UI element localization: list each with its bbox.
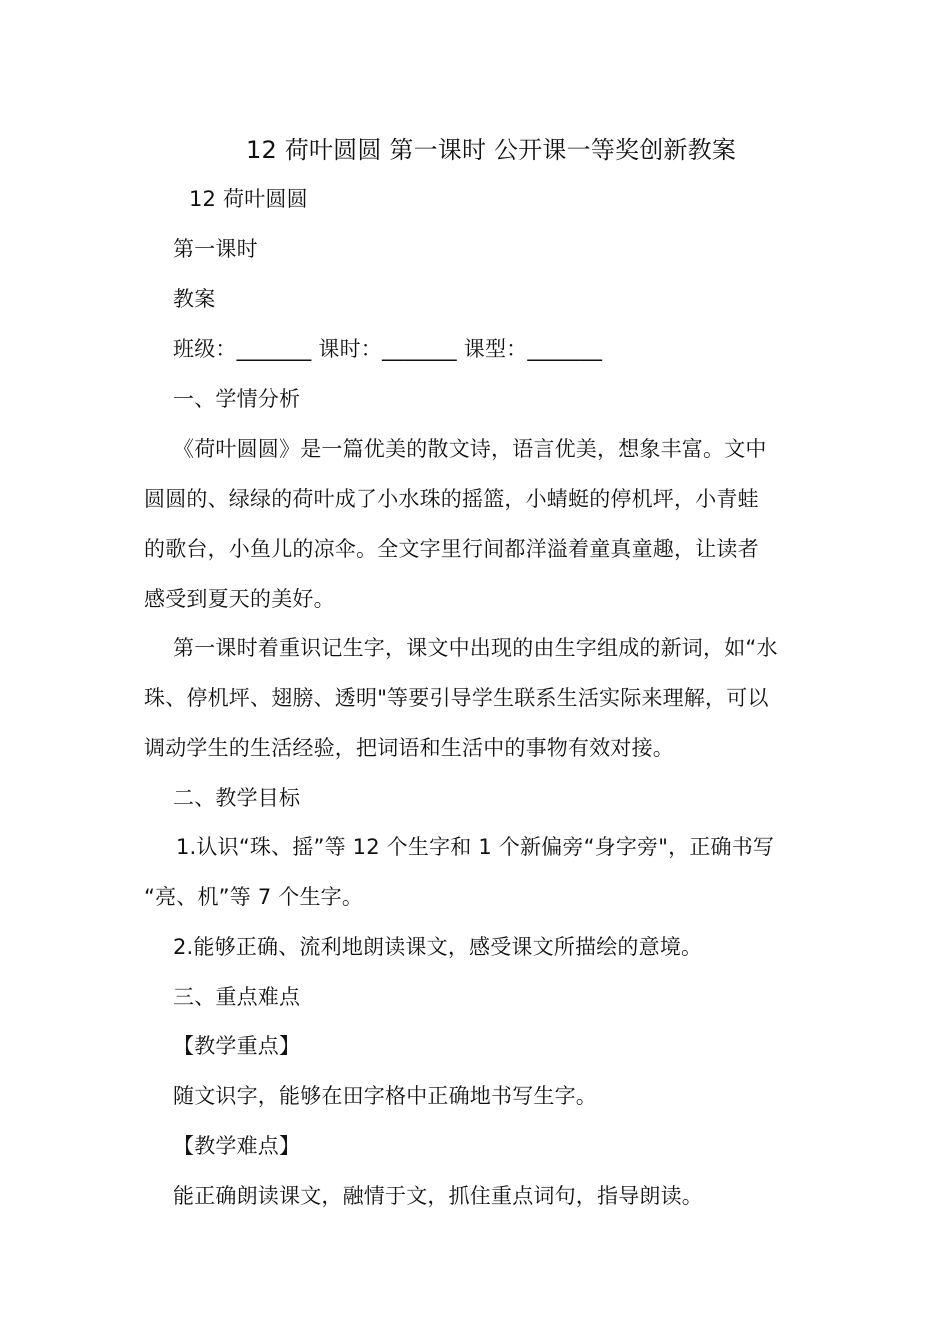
paragraph-line: 调动学生的生活经验，把词语和生活中的事物有效对接。 (144, 736, 674, 760)
section-heading-key-points: 三、重点难点 (173, 985, 301, 1009)
paragraph-line: 1.认识“珠、摇”等 12 个生字和 1 个新偏旁“身字旁"，正确书写 (176, 835, 775, 859)
paragraph-line: 圆圆的、绿绿的荷叶成了小水珠的摇篮，小蜻蜓的停机坪，小青蛙 (144, 487, 759, 511)
document-type: 教案 (173, 287, 216, 311)
lesson-period: 第一课时 (173, 237, 258, 261)
difficulty-label: 【教学难点】 (173, 1134, 301, 1158)
key-point-label: 【教学重点】 (173, 1034, 301, 1058)
paragraph-line: 感受到夏天的美好。 (144, 587, 335, 611)
difficulty-text: 能正确朗读课文，融情于文，抓住重点词句，指导朗读。 (173, 1184, 703, 1208)
paragraph-line: 珠、停机坪、翅膀、透明"等要引导学生联系生活实际来理解，可以 (144, 686, 769, 710)
goal-item-2: 2.能够正确、流利地朗读课文，感受课文所描绘的意境。 (173, 935, 703, 959)
paragraph-line: 第一课时着重识记生字，课文中出现的由生字组成的新词，如“水 (173, 636, 778, 660)
document-title: 12 荷叶圆圆 第一课时 公开课一等奖创新教案 (246, 136, 737, 164)
paragraph-line: 的歌台，小鱼儿的凉伞。全文字里行间都洋溢着童真童趣，让读者 (144, 537, 759, 561)
key-point-text: 随文识字，能够在田字格中正确地书写生字。 (173, 1084, 597, 1108)
paragraph-line: 《荷叶圆圆》是一篇优美的散文诗，语言优美，想象丰富。文中 (173, 437, 767, 461)
section-heading-goals: 二、教学目标 (173, 786, 301, 810)
lesson-heading: 12 荷叶圆圆 (189, 187, 308, 211)
class-info-line: 班级：_______ 课时：_______ 课型：_______ (173, 337, 603, 361)
section-heading-analysis: 一、学情分析 (173, 387, 301, 411)
paragraph-line: “亮、机”等 7 个生字。 (144, 885, 364, 909)
